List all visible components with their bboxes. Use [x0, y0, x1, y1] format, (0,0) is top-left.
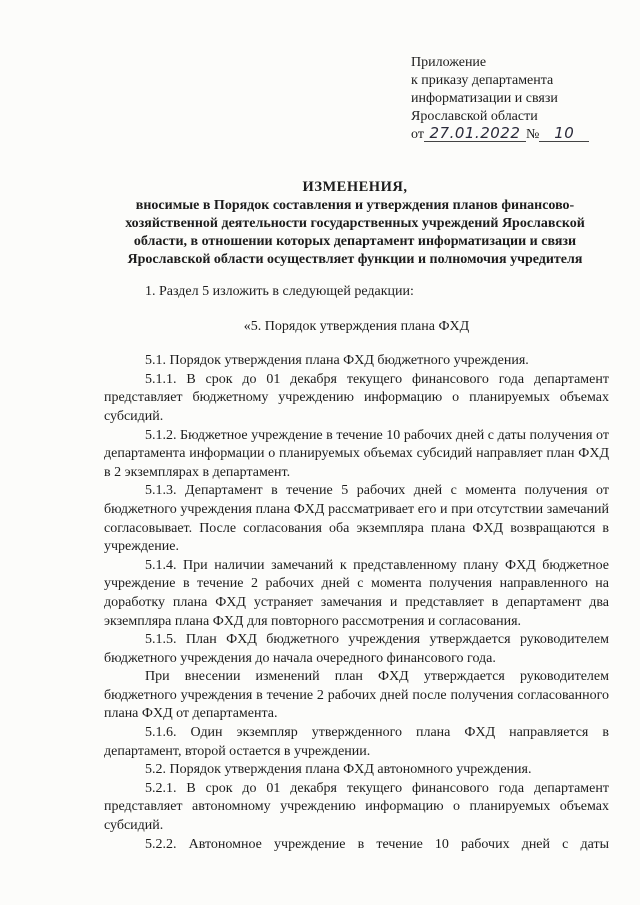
annex-region: Ярославской области — [411, 109, 538, 124]
paragraph-5-1-6: 5.1.6. Один экземпляр утвержденного плана ФХД направляется в департамент, второй остается в учреждении. — [104, 725, 609, 759]
paragraph-1: 1. Раздел 5 изложить в следующей редакции: — [145, 284, 414, 299]
paragraph-5-1-1: 5.1.1. В срок до 01 декабря текущего финансового года департамент представляет бюджетному учреждению информацию о планируемых объемах субсидий. — [104, 371, 609, 424]
annex-from-label: от — [411, 127, 424, 142]
annex-date-handwritten: 27.01.2022 — [424, 126, 526, 142]
paragraph-5-1-5-changes: При внесении изменений план ФХД утверждается руководителем бюджетного учреждения в течение 2 рабочих дней после получения согласованного плана ФХД от департамента. — [104, 669, 609, 722]
paragraph-5-1: 5.1. Порядок утверждения плана ФХД бюджетного учреждения. — [145, 353, 529, 369]
paragraph-5-1-4: 5.1.4. При наличии замечаний к представленному плану ФХД бюджетное учреждение в течение 2 рабочих дней с момента получения направленного на доработку плана ФХД устраняет замечания и представляет в департамент два экземпляра плана ФХД для повторного рассмотрения и согласования. — [104, 557, 609, 629]
annex-order-ref: к приказу департамента — [411, 73, 554, 88]
title-heading: ИЗМЕНЕНИЯ, — [302, 179, 408, 195]
section-heading: «5. Порядок утверждения плана ФХД — [243, 318, 470, 334]
title-line-2: хозяйственной деятельности государственных учреждений Ярославской — [125, 216, 585, 231]
document-body — [104, 283, 609, 854]
annex-number-label: № — [525, 127, 540, 142]
paragraph-5-1-3: 5.1.3. Департамент в течение 5 рабочих дней с момента получения от бюджетного учреждения плана ФХД рассматривает его и при отсутствии замечаний согласовывает. После согласования оба экземпляра плана ФХД возвращаются в учреждение. — [104, 483, 609, 555]
title-line-3: области, в отношении которых департамент информатизации и связи — [133, 234, 577, 249]
annex-department: информатизации и связи — [411, 91, 558, 106]
paragraph-5-2: 5.2. Порядок утверждения плана ФХД автономного учреждения. — [145, 762, 532, 778]
annex-title: Приложение — [411, 55, 487, 70]
annex-number-handwritten: 10 — [539, 126, 589, 142]
paragraph-5-1-5: 5.1.5. План ФХД бюджетного учреждения утверждается руководителем бюджетного учреждения до начала очередного финансового года. — [104, 632, 609, 666]
title-line-4: Ярославской области осуществляет функции и полномочия учредителя — [127, 252, 583, 267]
paragraph-5-2-1: 5.2.1. В срок до 01 декабря текущего финансового года департамент представляет автономному учреждению информацию о планируемых объемах субсидий. — [104, 780, 609, 834]
document-title — [95, 178, 615, 269]
title-line-1: вносимые в Порядок составления и утверждения планов финансово- — [135, 198, 575, 213]
paragraph-5-2-2: 5.2.2. Автономное учреждение в течение 10 рабочих дней с даты — [145, 836, 609, 852]
annex-date-row — [411, 126, 621, 144]
annex-header — [411, 54, 621, 144]
paragraph-5-1-2: 5.1.2. Бюджетное учреждение в течение 10 рабочих дней с даты получения от департамента информации о планируемых объемах субсидий направляет план ФХД в 2 экземплярах в департамент. — [104, 427, 609, 480]
